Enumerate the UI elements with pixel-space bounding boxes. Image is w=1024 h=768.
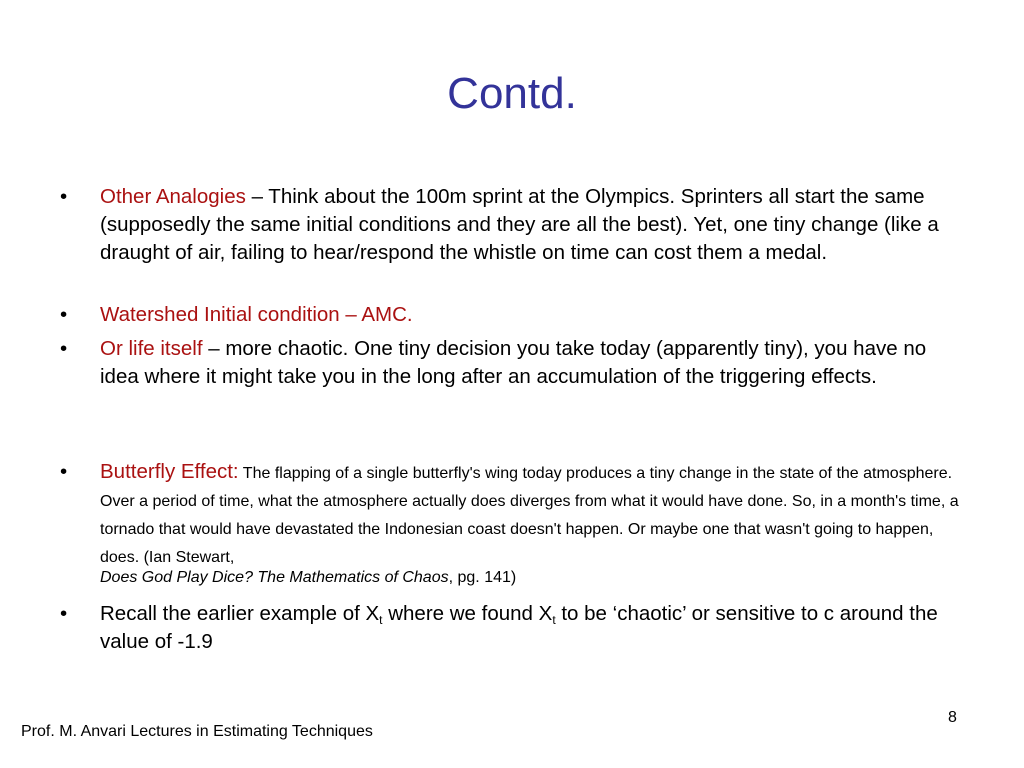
bullet-body	[100, 301, 970, 329]
bullet-label: Butterfly Effect:	[100, 460, 239, 483]
citation-rest: , pg. 141)	[448, 569, 517, 586]
bullet-label: Watershed Initial condition – AMC.	[100, 303, 413, 326]
subscript-t: t	[379, 613, 383, 627]
bullet-recall	[60, 600, 970, 656]
bullet-body	[100, 183, 970, 267]
bullet-marker: •	[60, 602, 68, 625]
citation	[100, 567, 516, 589]
bullet-text: – Think about the 100m sprint at the Olympics. Sprinters all start the same (supposedly the same initial conditions and they are all the best). Yet, one tiny change (like a draught of air, failing to hear/respond the whistle on time can cost them a medal.	[100, 185, 939, 264]
bullet-body	[100, 600, 970, 656]
bullet-butterfly-effect	[60, 458, 970, 570]
bullet-label: Or life itself	[100, 337, 203, 360]
subscript-t: t	[552, 613, 556, 627]
bullet-life-itself	[60, 335, 970, 391]
bullet-watershed	[60, 301, 970, 329]
slide-title: Contd.	[447, 69, 577, 118]
bullet-marker: •	[60, 337, 68, 360]
bullet-body	[100, 335, 970, 391]
footer: Prof. M. Anvari Lectures in Estimating Techniques	[21, 723, 373, 740]
bullet-text: – more chaotic. One tiny decision you take today (apparently tiny), you have no idea where it might take you in the long after an accumulation of the triggering effects.	[100, 337, 927, 388]
bullet-marker: •	[60, 185, 68, 208]
bullet-marker: •	[60, 303, 68, 326]
bullet-text: The flapping of a single butterfly's wing today produces a tiny change in the state of the atmosphere. Over a period of time, what the atmosphere actually does diverges from what it would have done. So, in a month's time, a tornado that would have devastated the Indonesian coast doesn't happen. Or maybe one that wasn't going to happen, does. (Ian Stewart,	[100, 465, 959, 566]
bullet-body	[100, 458, 970, 570]
page-number: 8	[948, 709, 957, 726]
bullet-text-b: where we found X	[382, 602, 553, 625]
bullet-text-c: to be ‘chaotic’ or sensitive to c around the value of -1.9	[100, 602, 938, 653]
bullet-label: Other Analogies	[100, 185, 246, 208]
bullet-other-analogies	[60, 183, 970, 267]
bullet-text-a: Recall the earlier example of X	[100, 602, 380, 625]
citation-title: Does God Play Dice? The Mathematics of Chaos	[100, 569, 449, 586]
bullet-marker: •	[60, 460, 68, 483]
